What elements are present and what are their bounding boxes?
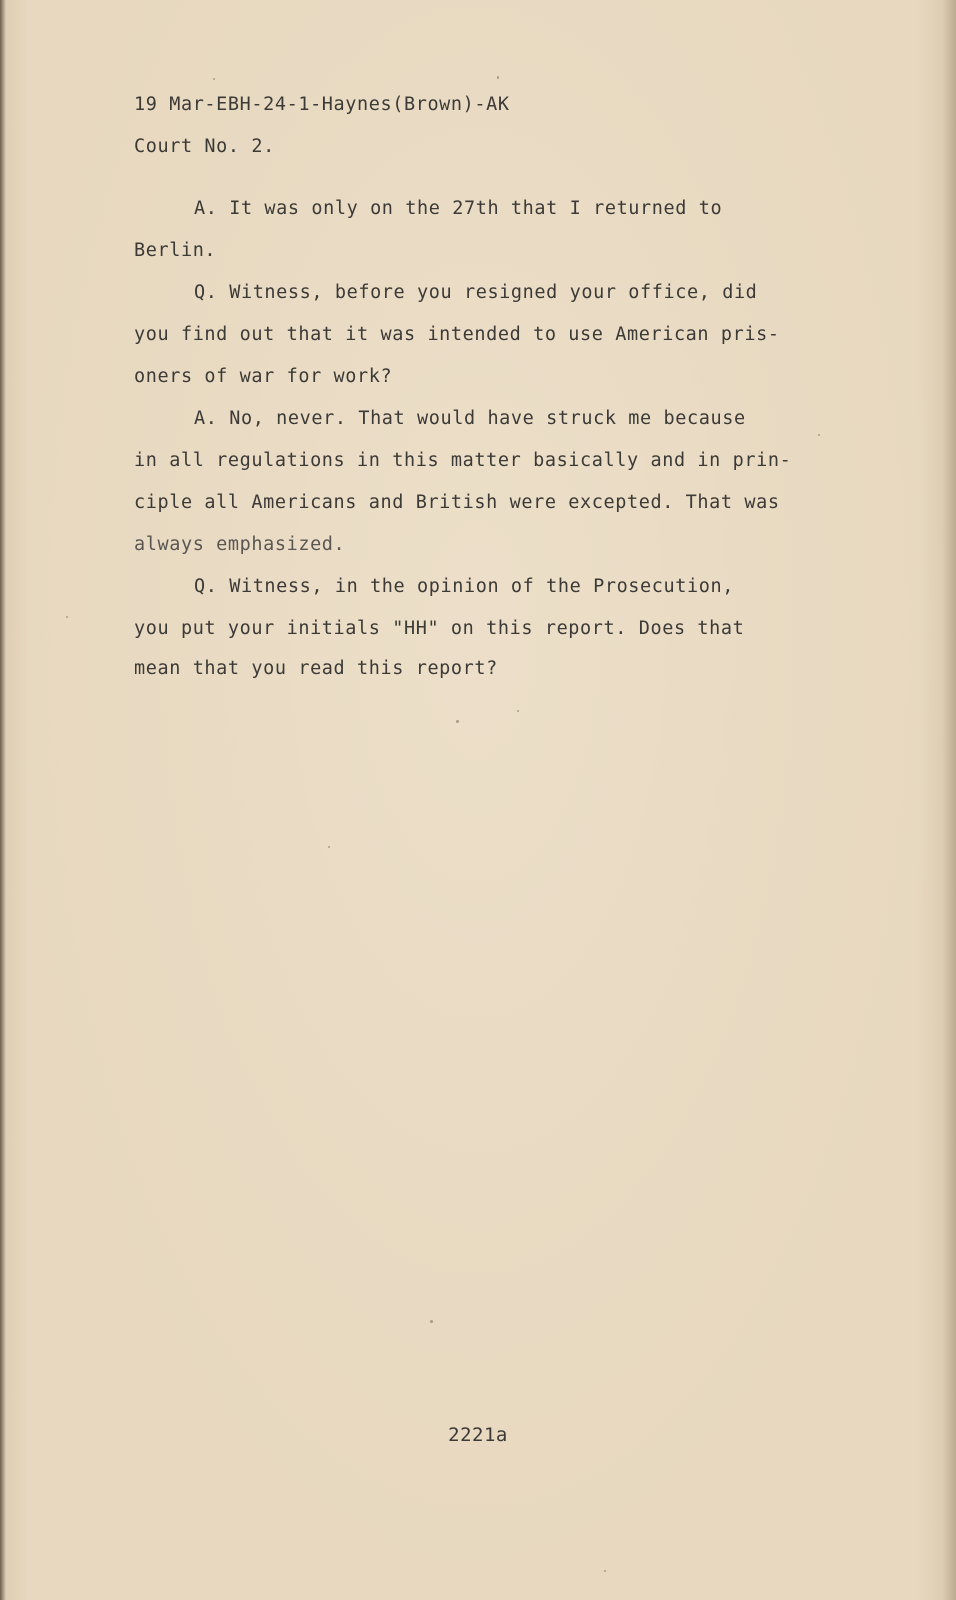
transcript-line: always emphasized. [134,534,346,555]
paper-speck [66,616,68,618]
transcript-line: you find out that it was intended to use American pris- [134,324,780,345]
paper-speck [818,434,820,436]
transcript-line: ciple all Americans and British were excepted. That was [134,492,780,513]
transcript-line: A. It was only on the 27th that I returned to [194,198,723,219]
paper-speck [213,78,215,80]
transcript-line: mean that you read this report? [134,658,498,679]
paper-speck [604,1570,606,1572]
document-reference: 19 Mar-EBH-24-1-Haynes(Brown)-AK [134,94,510,115]
paper-speck [328,846,330,848]
transcript-line: A. No, never. That would have struck me because [194,408,746,429]
paper-speck [497,76,499,79]
transcript-line: you put your initials "HH" on this report. Does that [134,618,745,639]
page-right-edge-shadow [942,0,956,1600]
transcript-line: in all regulations in this matter basically and in prin- [134,450,792,471]
transcript-line: Q. Witness, in the opinion of the Prosecution, [194,576,734,597]
paper-speck [517,710,519,712]
paper-speck [430,1320,433,1323]
page-left-edge-shadow [0,0,6,1600]
transcript-line: Q. Witness, before you resigned your office, did [194,282,758,303]
transcript-line: Berlin. [134,240,217,261]
page-number: 2221a [448,1424,508,1446]
court-number: Court No. 2. [134,136,275,157]
transcript-line: oners of war for work? [134,366,393,387]
paper-speck [456,720,459,723]
